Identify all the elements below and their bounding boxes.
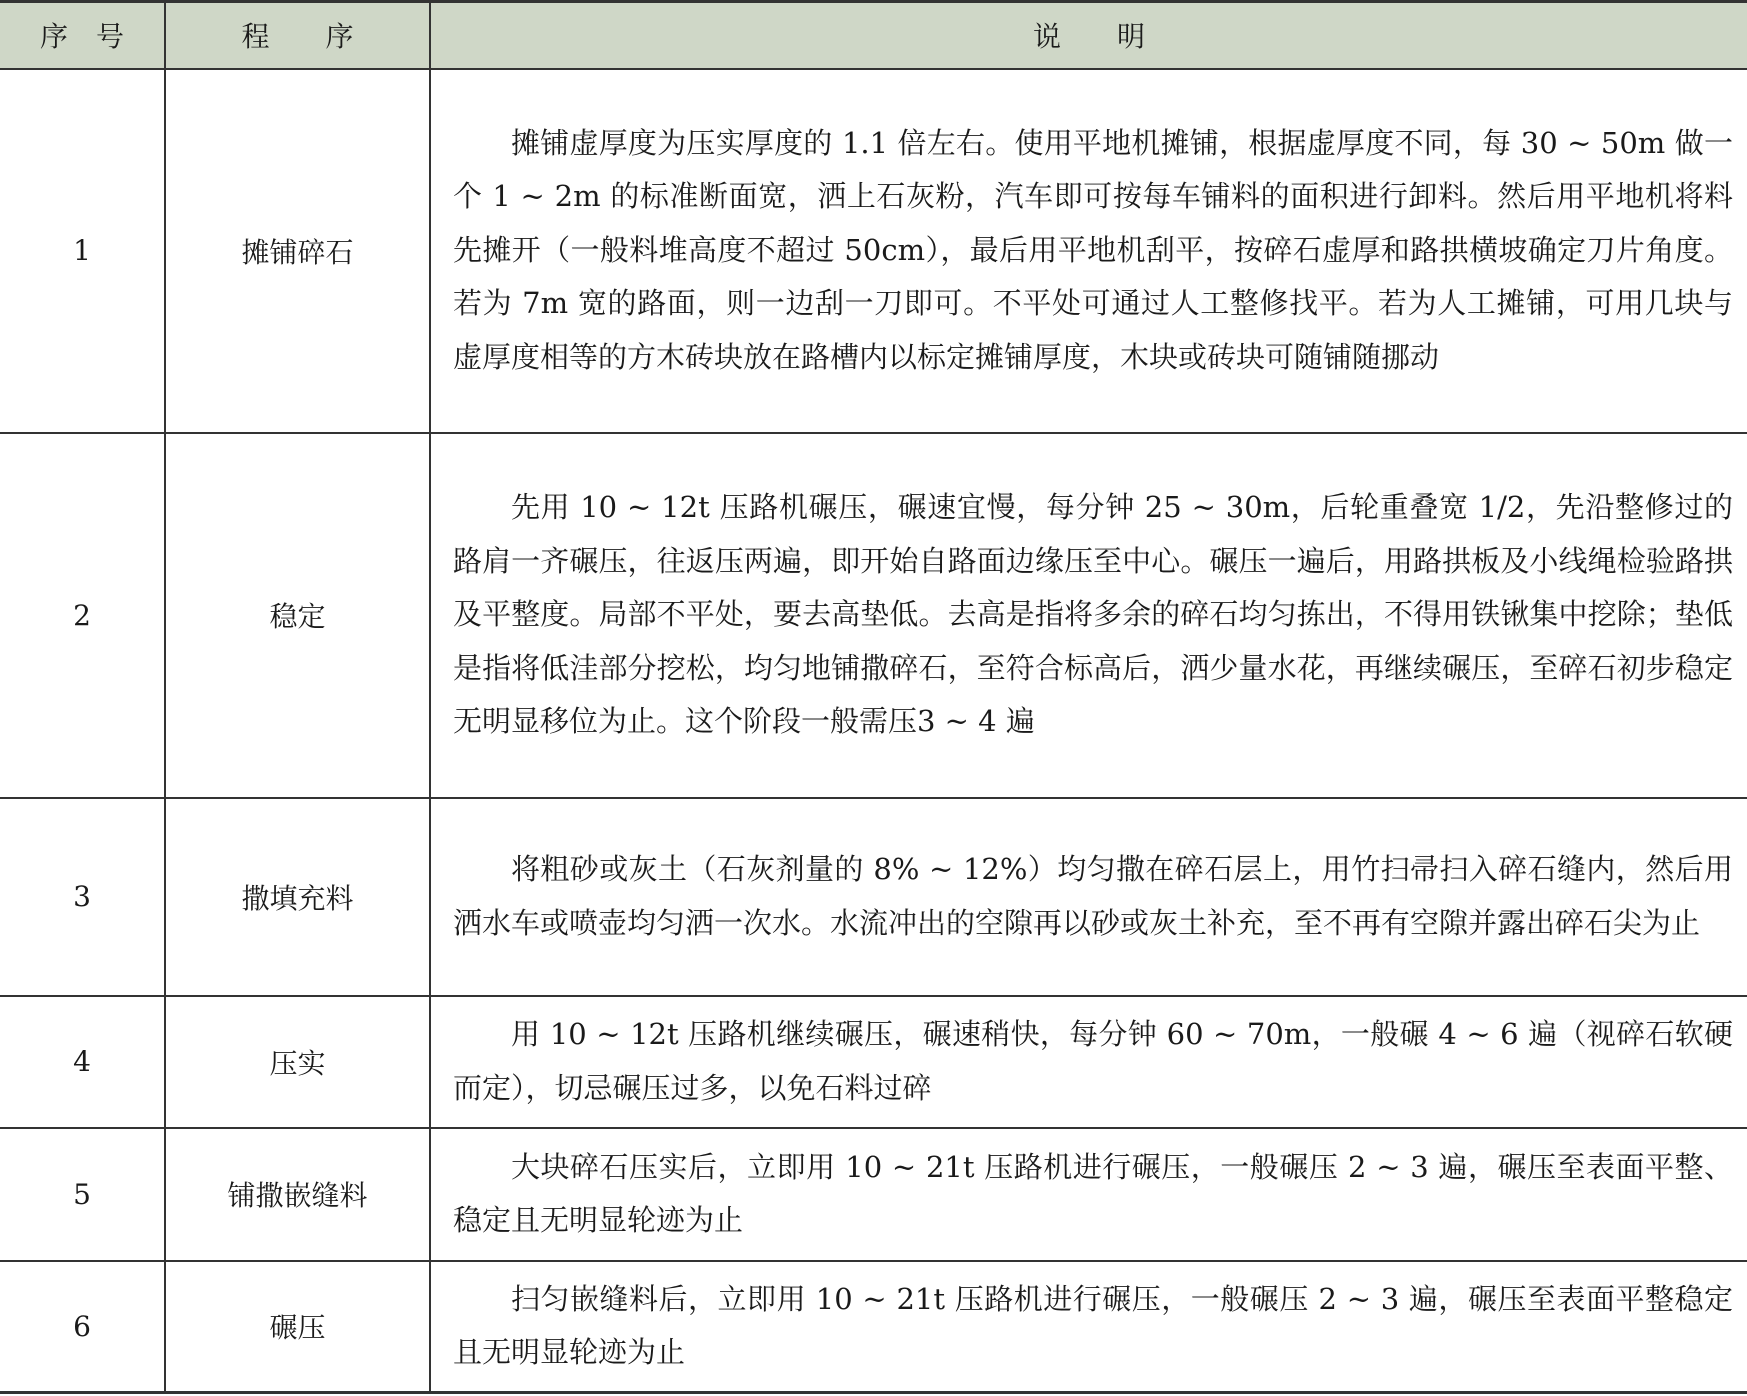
row-description: 大块碎石压实后，立即用 10 ~ 21t 压路机进行碾压，一般碾压 2 ~ 3 遍，碾压至表面平整、稳定且无明显轮迹为止 <box>430 1128 1747 1261</box>
row-procedure: 碾压 <box>165 1261 430 1393</box>
row-description: 摊铺虚厚度为压实厚度的 1.1 倍左右。使用平地机摊铺，根据虚厚度不同，每 30 ~ 50m 做一个 1 ~ 2m 的标准断面宽，洒上石灰粉，汽车即可按每车铺料的面积进行卸料。然后用平地机将料先摊开（一般料堆高度不超过 50cm），最后用平地机刮平，按碎石虚厚和路拱横坡确定刀片角度。若为 7m 宽的路面，则一边刮一刀即可。不平处可通过人工整修找平。若为人工摊铺，可用几块与虚厚度相等的方木砖块放在路槽内以标定摊铺厚度，木块或砖块可随铺随挪动 <box>430 69 1747 433</box>
row-description: 先用 10 ~ 12t 压路机碾压，碾速宜慢，每分钟 25 ~ 30m，后轮重叠宽 1/2，先沿整修过的路肩一齐碾压，往返压两遍，即开始自路面边缘压至中心。碾压一遍后，用路拱板及小线绳检验路拱及平整度。局部不平处，要去高垫低。去高是指将多余的碎石均匀拣出，不得用铁锹集中挖除；垫低是指将低洼部分挖松，均匀地铺撒碎石，至符合标高后，洒少量水花，再继续碾压，至碎石初步稳定无明显移位为止。这个阶段一般需压3 ~ 4 遍 <box>430 433 1747 798</box>
table-row <box>0 1128 1747 1261</box>
row-number: 2 <box>0 433 165 798</box>
header-procedure: 程 序 <box>165 2 430 69</box>
table-body <box>0 69 1747 1393</box>
table-row <box>0 433 1747 798</box>
row-procedure: 压实 <box>165 996 430 1128</box>
table-header <box>0 2 1747 69</box>
row-procedure: 稳定 <box>165 433 430 798</box>
row-number: 6 <box>0 1261 165 1393</box>
row-procedure: 铺撒嵌缝料 <box>165 1128 430 1261</box>
row-procedure: 摊铺碎石 <box>165 69 430 433</box>
table-row <box>0 1261 1747 1393</box>
table-row <box>0 996 1747 1128</box>
row-number: 5 <box>0 1128 165 1261</box>
row-description: 将粗砂或灰土（石灰剂量的 8% ~ 12%）均匀撒在碎石层上，用竹扫帚扫入碎石缝内，然后用洒水车或喷壶均匀洒一次水。水流冲出的空隙再以砂或灰土补充，至不再有空隙并露出碎石尖为止 <box>430 798 1747 996</box>
header-number: 序 号 <box>0 2 165 69</box>
table-row <box>0 69 1747 433</box>
header-row <box>0 2 1747 69</box>
row-description: 扫匀嵌缝料后，立即用 10 ~ 21t 压路机进行碾压，一般碾压 2 ~ 3 遍，碾压至表面平整稳定且无明显轮迹为止 <box>453 1281 1733 1370</box>
header-description: 说 明 <box>430 2 1747 69</box>
row-number: 4 <box>0 996 165 1128</box>
row-description: 用 10 ~ 12t 压路机继续碾压，碾速稍快，每分钟 60 ~ 70m，一般碾 4 ~ 6 遍（视碎石软硬而定），切忌碾压过多，以免石料过碎 <box>430 996 1747 1128</box>
row-number: 3 <box>0 798 165 996</box>
table-row <box>0 798 1747 996</box>
row-procedure: 撒填充料 <box>165 798 430 996</box>
row-number: 1 <box>0 69 165 433</box>
